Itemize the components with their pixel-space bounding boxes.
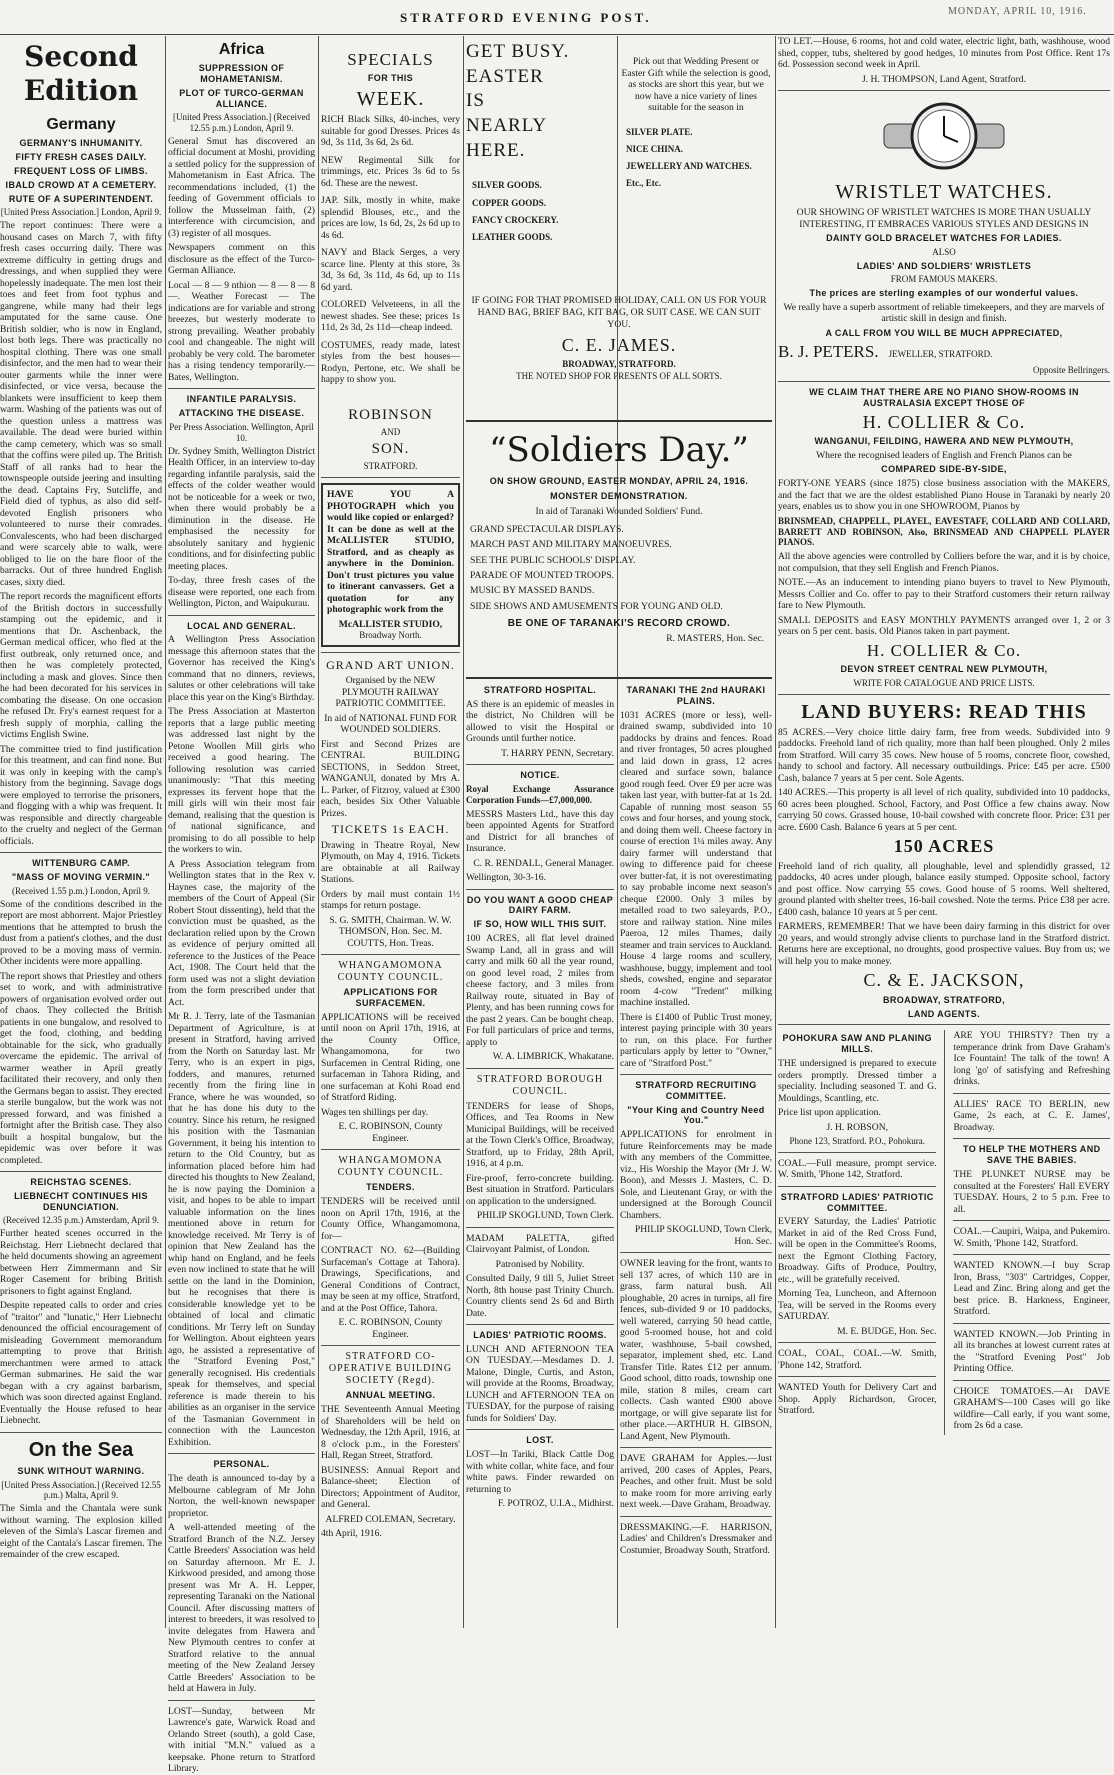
ad-text: COAL, COAL, COAL.—W. Smith, 'Phone 142, Stratford. — [778, 1348, 937, 1371]
ad-text: FORTY-ONE YEARS (since 1875) close business association with the MAKERS, and the fact that we are the oldest established Piano House in Taranaki by nearly 20 years, enables us to show you in one SHOWROOM, Pianos by — [778, 478, 1110, 513]
subheading: IBALD CROWD AT A CEMETERY. — [5, 179, 157, 190]
ad-line: The prices are sterling examples of our wonderful values. — [809, 288, 1079, 299]
ad-line: HERE. — [466, 139, 526, 161]
soldiers-date: ON SHOW GROUND, EASTER MONDAY, APRIL 24, 1916. — [489, 476, 749, 487]
article-paragraph: The Press Association at Masterton reports that a large public meeting was addressed last night by the Petone Woollen Mill girls who received a good hearing. The following resolution was carried unanimously: "That this meeting expresses its fervent hope that the mill girls will win their most fair demand, realising that the question is of national significance, and promising to do all possible to help the workers to win. — [168, 706, 315, 856]
peters-line — [778, 342, 1110, 362]
soldiers-item: MUSIC BY MASSED BANDS. — [470, 585, 595, 597]
wristlet-watch-icon — [884, 96, 1004, 176]
land-buyers-title: LAND BUYERS: READ THIS — [801, 700, 1087, 723]
signature: J. H. ROBSON, — [826, 1121, 889, 1133]
dairy-heading: DO YOU WANT A GOOD CHEAP DAIRY FARM. — [466, 894, 614, 916]
ad-text: ALLIES' RACE TO BERLIN, new Game, 2s each, at C. E. James', Broadway. — [953, 1098, 1110, 1133]
ad-line: IS — [466, 90, 485, 112]
article-paragraph: The Simla and the Chantala were sunk without warning. The explosion killed eleven of the Simla's Lascar firemen and eight of the Cantala's Lascar firemen. The remainder of the crew escaped. — [0, 1503, 162, 1561]
ladies-heading: LADIES' PATRIOTIC ROOMS. — [473, 1330, 607, 1341]
jackson-agents: LAND AGENTS. — [908, 1008, 980, 1019]
soldiers-list — [470, 522, 772, 614]
ad-line: NEARLY — [466, 115, 548, 137]
africa-heading: Africa — [218, 41, 265, 58]
james-address: BROADWAY, STRATFORD. — [562, 359, 676, 370]
article-paragraph: The report continues: There were a housand cases on March 7, with fifty fresh cases occurring daily. There was extreme difficulty in getting drugs and dressings, and when supplied they were hopelessly inadequate. The men lost their toes and feet from foot typhus and gangrene, while many had their legs amputated for the same cause. One British soldier, who is now in England, lost both legs. There was practically no hospital clothing. There was one small disinfector, and the men had to wear their outer garments while the inner were disinfected, or vice versa, because the blankets were insufficient to keep them warm. Washing of the patients was out of the question unless a mattress was available. The dead were buried within the camp cemetery, which was so small that the coffins were piled up. The British Staff of all ranks had to hear the townspeople outside jeering and insulting the dead. Captains Fry, Sutcliffe, and Field died of typhus, as also did self-devoted English prisoners who volunteered to nurse their comrades. Convalescents, who had been discharged and were scarcely able to walk, were obliged to lie on the bare floor of the barracks. Out of three hundred English cases, sixty died. — [0, 220, 162, 588]
ad-text: First and Second Prizes are CENTRAL BUILDING SECTIONS, in Seddon Street, WANGANUI, donated by Mrs A. L. Parker, of Fitzroy, valued at £300 each, besides Six Other Valuable Prizes. — [321, 738, 460, 819]
studio-name: McALLISTER STUDIO, — [338, 618, 443, 630]
ad-text: THE PLUNKET NURSE may be consulted at the Foresters' Hall EVERY TUESDAY. Hours, 2 to 5 p.m. Free to all. — [953, 1169, 1110, 1215]
special-item: NAVY and Black Serges, a very scarce line. Plenty at this store, 3s 3d, 3s 6d, 3s 11d, 4s 6d, up to 11s 6d yard. — [321, 247, 460, 293]
reichstag-heading: REICHSTAG SCENES. — [30, 1177, 132, 1188]
piano-makers: BRINSMEAD, CHAPPELL, PLAYEL, EAVESTAFF, COLLARD AND COLLARD, BARRETT AND ROBINSON, Also, BRINSMEAD AND CHAPPELL PLAYER PIANOS. — [778, 515, 1110, 548]
ad-text: There is £1400 of Public Trust money, interest paying principle with 30 years to run, on this place. For further particulars apply by letter to "Owner," care of "Stratford Post." — [620, 1011, 772, 1069]
ad-text: Royal Exchange Assurance Corporation Funds—£7,000,000. — [466, 784, 614, 805]
dateline: (Received 1.55 p.m.) London, April 9. — [12, 885, 150, 896]
ad-text: FARMERS, REMEMBER! That we have been dairy farming in this district for over 20 years, and would strongly advise clients to purchase land in the Stratford district. Returns here are exceptional, no droughts, good prospective values. Buy from us; we will help you to make money. — [778, 921, 1110, 967]
column-2 — [168, 36, 315, 1775]
art-union-heading: GRAND ART UNION. — [326, 658, 455, 673]
lost-heading: LOST. — [526, 1435, 554, 1446]
soldiers-item: SEE THE PUBLIC SCHOOLS' DISPLAY. — [470, 554, 636, 566]
holiday-text: IF GOING FOR THAT PROMISED HOLIDAY, CALL ON US FOR YOUR HAND BAG, BRIEF BAG, KIT BAG, OR SUIT CASE. WE CAN SUIT YOU. — [471, 295, 767, 330]
ad-text: Drawing in Theatre Royal, New Plymouth, on May 4, 1916. Tickets are obtainable at all Railway Stations. — [321, 839, 460, 886]
subheading: ATTACKING THE DISEASE. — [178, 408, 305, 419]
collier-compared: COMPARED SIDE-BY-SIDE, — [881, 464, 1007, 475]
ad-text: 100 ACRES, all flat level drained Swamp Land, all in grass and will carry and milk 60 all the year round, on good level road, 2 miles from cheese factory, and 3 miles from Railway route, situated in Bay of Plenty, and has been running cows for the past 2 years. Can be bought cheap. For full particulars of price and terms, apply to — [466, 933, 614, 1048]
soldiers-item: SIDE SHOWS AND AMUSEMENTS FOR YOUNG AND OLD. — [470, 600, 723, 612]
column-rule — [463, 36, 464, 1628]
local-general-heading: LOCAL AND GENERAL. — [187, 620, 296, 631]
small-ads-left — [778, 1030, 936, 1434]
soldiers-item: MARCH PAST AND MILITARY MANOEUVRES. — [470, 539, 672, 551]
photo-ad — [321, 483, 460, 647]
ad-text: 1031 ACRES (more or less), well-drained swamp, subdivided into 10 paddocks by drains and fences. Road and river frontages, 50 acres ploughed and laid down in grass, 12 acres cleared and surface sown, balance good rough feed. Over £9 per acre was taken last year, with butter-fat at 1s 2d. Capable of running most season 55 cows and four horses, and young stock, and doing them well. Cheese factory in course of erection 1¼ miles away. Any dairy farmer will understand that owing to difference paid for cheese over butter-fat, it is not overestimating to say probable income next season's cheque £2000. Only 3 miles by metalled road to two saleyards, P.O., store and railway station. Nine miles Paeroa, 12 miles Thames, daily steamer and train services to Auckland. House 4 large rooms and scullery, washhouse, buggy, implement and tool sheds, cowshed, engine and separator room 4-cow "Tredent" milking machine installed. — [620, 709, 772, 1009]
ad-text: In aid of NATIONAL FUND FOR WOUNDED SOLDIERS. — [324, 712, 457, 736]
collier-towns: WANGANUI, FEILDING, HAWERA AND NEW PLYMOUTH, — [814, 436, 1074, 447]
ad-line: DAINTY GOLD BRACELET WATCHES FOR LADIES. — [826, 233, 1062, 243]
dateline: [United Press Association.] London, April 9. — [0, 207, 162, 218]
article-paragraph: Newspapers comment on this disclosure as the effect of the Turco-German Alliance. — [168, 242, 315, 277]
special-item: NEW Regimental Silk for trimmings, etc. Prices 3s 6d to 5s 6d. These are the newest. — [321, 154, 460, 189]
small-ads — [778, 1030, 1110, 1434]
peters-trade: JEWELLER, STRATFORD. — [888, 348, 993, 359]
land-listing: Freehold land of rich quality, all ploughable, level and splendidly grassed, 12 paddocks, 40 acres under plough, balance easily stumped. Opposite school, factory and post office. Now carrying 55 cows. Good house of 5 rooms. Well sheltered, ground planted with shelter trees, 16-bail cowshed. Note the terms. Price £38 per acre. £400 cash, balance 10 years at 5 per cent. — [778, 860, 1110, 918]
ad-text: COAL.—Caupiri, Waipa, and Pukemiro. W. Smith, 'Phone 142, Stratford. — [953, 1226, 1110, 1249]
lost-notice: LOST—Sunday, between Mr Lawrence's gate, Warwick Road and Orlando Street (south), a gold Case, with initial "M.N." valued as a keepsake. Phone return to Stratford Library. — [168, 1705, 315, 1775]
ad-text: WANTED Youth for Delivery Cart and Shop. Apply Richardson, Grocer, Stratford. — [778, 1382, 937, 1417]
ad-text: LOST—In Tariki, Black Cattle Dog with white collar, white face, and four white paws. Finder rewarded on returning to — [466, 1449, 614, 1495]
notice-date: Wellington, 30-3-16. — [466, 872, 546, 884]
special-item: RICH Black Silks, 40-inches, very suitable for good Dresses. Prices 4s 9d, 3s 11d, 3s 6d, 2s 6d. — [321, 114, 460, 149]
signature: E. C. ROBINSON, County Engineer. — [338, 1121, 443, 1144]
subheading: "MASS OF MOVING VERMIN." — [11, 871, 151, 882]
goods-list — [626, 124, 772, 192]
ad-text: SMALL DEPOSITS and EASY MONTHLY PAYMENTS arranged over 1, 2 or 3 years on 5 per cent. basis. Old Pianos taken in part payment. — [778, 614, 1110, 638]
ad-text: WANTED KNOWN.—Job Printing in all its branches at lowest current rates at the "Stratford Evening Post" Job Printing Office. — [953, 1328, 1110, 1374]
collier-claim: WE CLAIM THAT THERE ARE NO PIANO SHOW-ROOMS IN AUSTRALASIA EXCEPT THOSE OF — [809, 386, 1079, 408]
subheading: APPLICATIONS FOR SURFACEMEN. — [343, 987, 438, 1009]
column-5-lower — [620, 682, 772, 1628]
personal-heading: PERSONAL. — [213, 1459, 270, 1470]
ad-text: Where the recognised leaders of English and French Pianos can be — [816, 449, 1072, 461]
ad-line: EASTER — [466, 65, 544, 87]
signature: S. G. SMITH, Chairman. W. W. THOMSON, Hon. Sec. M. COUTTS, Hon. Treas. — [329, 914, 452, 949]
article-paragraph: The report records the magnificent efforts of the British doctors in successfully stamping out the epidemic, and it mentions that Dr. Aschenback, the German medical officer, who fled at the first outbreak, only returned once, and then he was completely protected, including a mask and gloves. Since then he had been decorated for his services in combating the disease. On one occasion he refused Dr. Fry's earnest request for a fresh supply of morphia, calling the victims English Swine. — [0, 591, 162, 741]
specials-week: WEEK. — [356, 88, 425, 111]
signature: C. R. RENDALL, General Manager. — [473, 857, 614, 869]
article-paragraph: Despite repeated calls to order and cries of "traitor" and "lunatic," Herr Liebnecht denounced the official encouragement of misleading Government memorandum attempting to prove that British merchantmen were armed to attack German submarines. He said the war began with a cry against barbarism, which was soon directed against England. Eventually the House refused to hear Liebnecht. — [0, 1300, 162, 1427]
ad-text: COAL.—Full measure, prompt service. W. Smith, 'Phone 142, Stratford. — [778, 1157, 937, 1181]
ad-text: THE undersigned is prepared to execute orders promptly. Dressed timber a speciality. Including seasoned T. and G. Mouldings, Scantling, etc. — [778, 1058, 937, 1104]
ad-line: A CALL FROM YOU WILL BE MUCH APPRECIATED, — [825, 327, 1063, 338]
collier-firm: H. COLLIER & Co. — [866, 640, 1022, 660]
goods-item: FANCY CROCKERY. — [472, 214, 559, 225]
column-6 — [778, 36, 1110, 1628]
ad-line: LADIES' AND SOLDIERS' WRISTLETS — [856, 260, 1032, 271]
special-item: COLORED Velveteens, in all the newest shades. See these; prices 1s 11d, 2s 3d, 2s 11d—cheap indeed. — [321, 299, 460, 334]
james-ad — [466, 295, 772, 382]
ad-text: EVERY Saturday, the Ladies' Patriotic Market in aid of the Red Cross Fund, will be open in the Committee's Rooms, next the Egmont Clothing Factory, Broadway. Gifts of Produce, Poultry, etc., will be gratefully received. — [778, 1216, 937, 1285]
soldiers-crowd: BE ONE OF TARANAKI'S RECORD CROWD. — [507, 618, 731, 630]
soldiers-aid: In aid of Taranaki Wounded Soldiers' Fund. — [535, 505, 703, 517]
ad-text: Fire-proof, ferro-concrete building. Best situation in Stratford. Particulars on application to the undersigned. — [466, 1172, 614, 1207]
soldiers-day-title: “Soldiers Day.” — [489, 430, 749, 470]
collier-write: WRITE FOR CATALOGUE AND PRICE LISTS. — [853, 677, 1035, 688]
to-let-ad: TO LET.—House, 6 rooms, hot and cold water, electric light, bath, washhouse, wood shed, copper, tubs, sheltered by good hedges, 10 minutes from Post Office. Rent 17s 6d. Possession second week in April. — [778, 36, 1110, 70]
specials-subtitle: FOR THIS — [367, 73, 414, 84]
dateline: [United Press Association.] (Received 12.55 p.m.) London, April 9. — [173, 112, 310, 134]
newspaper-name: STRATFORD EVENING POST. — [400, 10, 652, 25]
subheading: GERMANY'S INHUMANITY. — [19, 138, 143, 149]
soldiers-day-ad — [466, 420, 772, 679]
article-paragraph: A Wellington Press Association message this afternoon states that the Governor has received the King's command that no dinners, reviews, salutes or other celebrations will take place this year on the King's Birthday. — [168, 634, 315, 703]
notice-heading: NOTICE. — [520, 770, 560, 781]
ad-text: Phone 123, Stratford. P.O., Pohokura. — [789, 1136, 925, 1146]
article-paragraph: Mr R. J. Terry, late of the Tasmanian Department of Agriculture, is at present in Stratford, having arrived from the North on Saturday last. Mr Terry, who is an expert in pigs, fodders, and manures, returned recently from the firing line in France, where he was wounded, so that he has done his duty to the country. Since his return, he resigned his position with the Tasmanian Government, it being his intention to return to the Old Country, but as information placed before him had directed his thoughts to New Zealand, he is now paying the Dominion a visit, and hopes to be able to impart valuable information on the lines mentioned above in return for knowledge received. Mr Terry is of opinion that New Zealand has the whip hand on England, and he feels even now inclined to state that he will settle on the land in the Dominion, but he recognises that there is considerable knowledge yet to be obtained of local and climatic conditions. Mr Terry left on Sunday for Wellington. About eighteen years ago, he assisted a representative of the "Stratford Evening Post," generally recognised. His credentials speak for themselves, and special reference is made therein to his abilities as an organiser in the service of the Tasmanian Government in connection with the Launceston Exhibition. — [168, 1011, 315, 1448]
wittenburg-heading: WITTENBURG CAMP. — [32, 858, 130, 869]
peters-firm: B. J. PETERS. — [778, 341, 879, 361]
small-ads-right — [953, 1030, 1110, 1434]
ad-text: HAVE YOU A PHOTOGRAPH which you would like copied or enlarged? It can be done as well at the McALLISTER STUDIO, Stratford, and as cheaply as anywhere in the Dominion. Don't trust pictures you value to itinerant canvassers. Get a quotation for any photographic work from the — [327, 489, 454, 616]
ladies-committee-heading: STRATFORD LADIES' PATRIOTIC COMMITTEE. — [780, 1191, 934, 1213]
ad-text: TENDERS for lease of Shops, Offices, and Tea Rooms in New Municipal Buildings, will be received at the Town Clerk's Office, Broadway, Stratford, up to Friday, 28th April, 1916, at 4 p.m. — [466, 1100, 614, 1170]
firm-name: SON. — [371, 441, 410, 458]
weather-paragraph: Local — 8 — 9 nthion — 8 — 8 — 8 —. Weather Forecast — The indications are for variable and strong breezes, but westerly moderate to strong prevailing. Weather probably cool and changeable. The night will probably be very cold. The barometer has a rising tendency temporarily.—Bates, Wellington. — [168, 279, 315, 383]
signature: M. E. BUDGE, Hon. Sec. — [837, 1325, 937, 1337]
signature: R. MASTERS, Hon. Sec. — [666, 633, 764, 645]
james-noted: THE NOTED SHOP FOR PRESENTS OF ALL SORTS. — [516, 370, 722, 381]
ad-text: APPLICATIONS will be received until noon on April 17th, 1916, at the County Office, Whangamomona, for two Surfacemen in Central Riding, one surfaceman in Tahora Riding, and one surfaceman at Kohi Road end of Stratford Riding. — [321, 1011, 460, 1104]
firm-town: STRATFORD. — [363, 461, 418, 472]
ad-text: Wages ten shillings per day. — [321, 1106, 429, 1118]
ad-text: DRESSMAKING.—F. HARRISON, Ladies' and Children's Dressmaker and Costumier, Broadway South, Stratford. — [620, 1521, 772, 1556]
signature: F. POTROZ, U.I.A., Midhirst. — [498, 1498, 614, 1510]
tickets-line: TICKETS 1s EACH. — [331, 822, 450, 837]
subheading: FREQUENT LOSS OF LIMBS. — [14, 165, 148, 176]
ad-text: WANTED KNOWN.—I buy Scrap Iron, Brass, "303" Cartridges, Copper, Lead and Zinc. Bring along and get the best price. B. Harkness, Engineer, Stratford. — [953, 1260, 1110, 1317]
ad-line: FROM FAMOUS MAKERS. — [890, 274, 998, 285]
soldiers-item: GRAND SPECTACULAR DISPLAYS. — [470, 524, 624, 536]
ad-text: AS there is an epidemic of measles in the district, No Children will be allowed to visit the Hospital or Grounds until further notice. — [466, 698, 614, 745]
dateline: [United Press Association.] (Received 12.55 p.m.) Malta, April 9. — [1, 1479, 161, 1501]
subheading: TENDERS. — [366, 1182, 415, 1193]
get-busy-ad — [466, 40, 614, 163]
ad-text: Organised by the NEW PLYMOUTH RAILWAY PATRIOTIC COMMITTEE. — [335, 675, 446, 710]
column-rule — [165, 36, 166, 1628]
article-paragraph: Some of the conditions described in the report are most abhorrent. Major Priestley mentions that he attempted to brush the dust from a patient's clothes, and the dust proved to be a moving mass of vermin. Other incidents were more appalling. — [0, 898, 162, 968]
article-paragraph: To-day, three fresh cases of the disease were reported, one each from Wellington, Picton, and Waipukurau. — [168, 575, 315, 610]
signature: T. HARRY PENN, Secretary. — [501, 747, 614, 759]
council-heading: WHANGAMOMONA COUNTY COUNCIL. — [337, 1155, 444, 1179]
edition-title: Second Edition — [23, 40, 139, 107]
land-listing: 140 ACRES.—This property is all level of rich quality, subdivided into 10 paddocks, 60 acres been ploughed. School, Factory, and Post Office a few chains away. Now carrying 50 cows. Grassed house, 10-bail cowshed with concrete floor. Price: £31 per acre. £600 Cash. Balance 6 years at 5 per cent. — [778, 787, 1110, 833]
soldiers-demo: MONSTER DEMONSTRATION. — [550, 490, 688, 501]
goods-item: SILVER PLATE. — [626, 126, 693, 137]
goods-item: NICE CHINA. — [626, 143, 684, 154]
collier-firm: H. COLLIER & Co. — [862, 411, 1026, 432]
special-item: JAP. Silk, mostly in white, make splendid Blouses, etc., and the prices are low, 1s 6d, 2s, 2s 6d up to 4s 6d. — [321, 195, 461, 241]
article-paragraph: Further heated scenes occurred in the Reichstag. Herr Liebnecht declared that he held documents showing an agreement between Herr Zimmermann and Sir Roger Casement for bribing British prisoners to fight against England. — [0, 1228, 162, 1297]
article-paragraph: Dr. Sydney Smith, Wellington District Health Officer, in an interview to-day regarding infantile paralysis, said the effects of the colder weather would not be noticeable for a week or two, when there would probably be a diminution in the disease. He emphasised the necessity for absolutely sanitary and hygienic conditions, and for disinfecting public meeting places. — [168, 445, 315, 572]
subheading: SUNK WITHOUT WARNING. — [17, 1465, 145, 1476]
council-heading: WHANGAMOMONA COUNTY COUNCIL. — [337, 960, 444, 984]
jackson-address: BROADWAY, STRATFORD, — [882, 994, 1005, 1005]
taranaki-heading: TARANAKI THE 2nd HAURAKI PLAINS. — [626, 685, 766, 706]
subheading: RUTE OF A SUPERINTENDENT. — [8, 193, 154, 204]
ad-text: MESSRS Masters Ltd., have this day been appointed Agents for Stratford and District for all branches of Insurance. — [466, 808, 614, 855]
ad-text: Consulted Daily, 9 till 5, Juliet Street North, 8th house past Trinity Church. Country clients send 2s 6d and Birth Date. — [466, 1273, 614, 1319]
pohokura-heading: POHOKURA SAW AND PLANING MILLS. — [782, 1033, 932, 1055]
column-rule — [944, 1030, 945, 1434]
ad-text: THE Seventeenth Annual Meeting of Shareholders will be held on Wednesday, the 12th April, 1916, at 8 o'clock p.m., in the Foresters' Hall, Regan Street, Stratford. — [321, 1404, 460, 1462]
ad-text: TENDERS will be received until noon on April 17th, 1916, at the County Office, Whangamomona, for— — [321, 1196, 460, 1242]
masthead — [0, 0, 1114, 35]
germany-heading: Germany — [46, 116, 116, 134]
column-rule — [775, 36, 776, 1628]
signature: PHILIP SKOGLUND, Town Clerk. — [476, 1210, 614, 1222]
ad-text: We really have a superb assortment of reliable timekeepers, and they are marvels of artistic skill in design and finish. — [783, 301, 1105, 325]
ad-text: Patronised by Nobility. — [495, 1258, 585, 1270]
ad-text: CONTRACT NO. 62—(Building Surfaceman's Cottage at Tahora). Drawings, Specifications, and General Conditions of Contract, may be seen at my office, Stratford, and at the Post Office, Tahora. — [321, 1245, 460, 1314]
article-paragraph: The death is announced to-day by a Melbourne cablegram of Mr John Norton, the well-known newspaper proprietor. — [168, 1473, 315, 1519]
ad-text: CHOICE TOMATOES.—At DAVE GRAHAM'S—100 Cases will go like wildfire—Call early, if you want some, from 2s 6d a case. — [953, 1385, 1110, 1431]
column-4-lower — [466, 682, 614, 1628]
signature: J. H. THOMPSON, Land Agent, Stratford. — [862, 73, 1026, 85]
ad-text: APPLICATIONS for enrolment in future Reinforcements may be made with any members of the Committee, viz., His Worship the Mayor (Mr J. W. Boon), and Messrs J. Masters, C. D. Sole, and Lieutenant Gray, or with the undersigned at the Borough Council Chambers. — [620, 1129, 772, 1221]
subheading: LIEBNECHT CONTINUES HIS DENUNCIATION. — [14, 1190, 148, 1212]
ad-text: Morning Tea, Luncheon, and Afternoon Tea, will be served in the Rooms every SATURDAY. — [778, 1288, 937, 1323]
paralysis-heading: INFANTILE PARALYSIS. — [186, 394, 297, 405]
ad-text: OWNER leaving for the front, wants to sell 137 acres, of which 110 are in grass, farm natural bush. All ploughable, 20 acres in turnips, all fire fences, sub-divided 9 or 10 paddocks, well watered, carrying 50 head cattle, good 5-roomed house, hot and cold water, washhouse, 5-bail cowshed, separator, implement shed, etc. Land Transfer Title. Rates £12 per annum. Good school, ditto roads, township one mile, station 8 miles, cream cart collects. Cash wanted £900 above mortgage, or will give separate list for other place.—ARTHUR H. GIBSON, Land Agent, New Plymouth. — [620, 1258, 772, 1442]
babies-heading: TO HELP THE MOTHERS AND SAVE THE BABIES. — [962, 1144, 1101, 1166]
issue-date: MONDAY, APRIL 10, 1916. — [948, 6, 1087, 17]
land-listing: 85 ACRES.—Very choice little dairy farm, free from weeds. Subdivided into 9 paddocks. Freehold land of rich quality, more than half been ploughed. Only 2 miles from Stratford. Will carry 35 cows. New house of 5 rooms, concrete floor, cowshed, handy to school and factory. All necessary outbuildings. Price: £45 per acre. £500 Cash, balance 7 years at 5 per cent. Sole Agents. — [778, 726, 1110, 784]
soldiers-item: PARADE OF MOUNTED TROOPS. — [470, 570, 614, 582]
ad-text: LUNCH AND AFTERNOON TEA ON TUESDAY.—Mesdames D. J. Malone, Dingle, Curtis, and Aston, will provide at the Rooms, Broadway, LUNCH and AFTERNOON TEA on TUESDAY, for the purpose of raising funds for Soldiers' Day. — [466, 1343, 614, 1424]
studio-address: Broadway North. — [359, 630, 422, 641]
signature: ALFRED COLEMAN, Secretary. — [325, 1513, 456, 1525]
dateline: Per Press Association. Wellington, April 10. — [169, 422, 314, 443]
peters-address: Opposite Bellringers. — [1033, 365, 1110, 376]
subheading: IF SO, HOW WILL THIS SUIT. — [473, 919, 607, 930]
article-paragraph: A well-attended meeting of the Stratford Branch of the N.Z. Jersey Cattle Breeders' Association was held on Saturday afternoon. Mr E. J. Kirkwood presided, and among those present was Mr A. H. Lepper, representing Taranaki on the National Council. After discussing matters of interest to breeders, it was resolved to invite delegates from Hawera and New Plymouth centres to confer at Stratford relative to the annual meeting of the New Zealand Jersey Cattle Breeders' Association to be held at Hawera in July. — [168, 1522, 315, 1695]
land-150-title: 150 ACRES — [893, 836, 995, 857]
signature: PHILIP SKOGLUND, Town Clerk, Hon. Sec. — [634, 1224, 772, 1247]
jackson-firm: C. & E. JACKSON, — [863, 970, 1025, 991]
article-paragraph: General Smut has discovered an official document at Moshi, providing a settled policy for the suppression of Mahometanism in East Africa. The recommendations included, (1) the feeding of Government officials to follow the Musselman faith, (2) interference with circumcision, and (3) register of all mosques. — [168, 135, 315, 239]
collier-street: DEVON STREET CENTRAL NEW PLYMOUTH, — [840, 664, 1048, 675]
goods-list — [472, 177, 614, 245]
subheading: SUPPRESSION OF MOHAMETANISM. — [198, 63, 285, 84]
ad-text: Orders by mail must contain 1½ stamps for return postage. — [321, 888, 460, 912]
subheading: ANNUAL MEETING. — [345, 1390, 436, 1401]
specials-title: SPECIALS — [347, 50, 434, 69]
watches-title: WRISTLET WATCHES. — [835, 181, 1053, 203]
article-paragraph: The committee tried to find justification for this treatment, and can find none. But it was only in keeping with the camp's history from the beginning. Savage dogs were employed to terrorise the prisoners, and flogging with a whip was frequent. It was responsible and directly chargeable to the cruelty and neglect of the German officials. — [0, 743, 162, 847]
column-rule — [617, 36, 618, 1628]
signature: W. A. LIMBRICK, Whakatane. — [492, 1051, 614, 1063]
hospital-heading: STRATFORD HOSPITAL. — [483, 685, 597, 695]
special-item: COSTUMES, ready made, latest styles from the best houses—Rodyn, Pertone, etc. We shall be happy to show you. — [321, 339, 460, 386]
ad-text: MADAM PALETTA, gifted Clairvoyant Palmist, of London. — [466, 1232, 614, 1256]
goods-item: LEATHER GOODS. — [472, 231, 553, 242]
goods-item: SILVER GOODS. — [472, 180, 542, 191]
pick-text: Pick out that Wedding Present or Easter Gift while the selection is good, as stocks are short this year, but we now have a nice variety of lines suitable for the season in — [621, 56, 771, 113]
ad-line: ALSO — [932, 246, 956, 257]
ad-text: NOTE.—As an inducement to intending piano buyers to travel to New Plymouth, Messrs Collier and Co. offer to pay to their Stratford customers their return railway fare to New Plymouth. — [778, 577, 1110, 612]
firm-name: ROBINSON — [348, 406, 433, 423]
signature: E. C. ROBINSON, County Engineer. — [338, 1317, 443, 1340]
ad-line: GET BUSY. — [466, 41, 570, 62]
ad-text: ARE YOU THIRSTY? Then try a temperance drink from Dave Graham's Ice Fountain! The talk of the town! A long 'go' of satisfying and Refreshing drinks. — [953, 1030, 1110, 1088]
notice-date: 4th April, 1916. — [321, 1528, 382, 1540]
coop-heading: STRATFORD CO-OPERATIVE BUILDING SOCIETY (Regd). — [328, 1351, 453, 1387]
dateline: (Received 12.35 p.m.) Amsterdam, April 9. — [3, 1215, 159, 1226]
ad-text: All the above agencies were controlled by Colliers before the war, and it is by choice, not compulsion, that they sell English and French Pianos. — [778, 551, 1110, 574]
article-paragraph: The report shows that Priestley and others set to work, and with administrative powers of organisation evolved order out of chaos. They collected the British patients in one bungalow, and resolved to get the food, clothing, and bedding obtainable for the sick, who gradually overcame the epidemic. The arrival of warmer weather in April greatly facilitated their recovery, and only then the Germans began to assist. They erected a sterile bungalow, but the work was not pressed forward, and was finished a fortnight after the British case. They also built a hospital bungalow, but the epidemic was over before it was completed. — [0, 970, 162, 1166]
on-the-sea-heading: On the Sea — [28, 1438, 134, 1461]
borough-heading: STRATFORD BOROUGH COUNCIL. — [476, 1073, 604, 1097]
subheading: "Your King and Country Need You." — [627, 1104, 765, 1126]
column-1 — [0, 36, 162, 1628]
subheading: FIFTY FRESH CASES DAILY. — [15, 152, 147, 163]
firm-name: AND — [380, 426, 401, 437]
article-paragraph: A Press Association telegram from Wellington states that in the Rex v. Haynes case, the majority of the members of the Court of Appeal (Sir Robert Stout dissenting), held that the conviction must be quashed, as the declaration relied upon by the Crown as evidence of perjury omitted all reference to the Justices of the Peace Act, 1908. The Court held that the form used was not a slight deviation from the form prescribed under that Act. — [168, 858, 315, 1008]
ad-text: OUR SHOWING OF WRISTLET WATCHES IS MORE THAN USUALLY INTERESTING, IT EMBRACES VARIOUS STYLES AND DESIGNS IN — [796, 207, 1092, 230]
goods-item: JEWELLERY AND WATCHES. — [626, 160, 752, 171]
recruiting-heading: STRATFORD RECRUITING COMMITTEE. — [635, 1080, 757, 1101]
ad-text: BUSINESS: Annual Report and Balance-sheet; Election of Directors; Appointment of Auditor, and General. — [321, 1464, 460, 1511]
goods-item: COPPER GOODS. — [472, 197, 547, 208]
column-3 — [321, 36, 460, 1628]
goods-item: Etc., Etc. — [626, 177, 661, 188]
ad-text: DAVE GRAHAM for Apples.—Just arrived, 200 cases of Apples, Pears, Peaches, and other fruit. Must be sold to make room for more arriving early next week.—Dave Graham, Broadway. — [620, 1453, 772, 1511]
james-firm: C. E. JAMES. — [561, 334, 677, 355]
subheading: PLOT OF TURCO-GERMAN ALLIANCE. — [179, 87, 304, 109]
column-rule — [318, 36, 319, 1628]
ad-text: Price list upon application. — [778, 1107, 881, 1118]
